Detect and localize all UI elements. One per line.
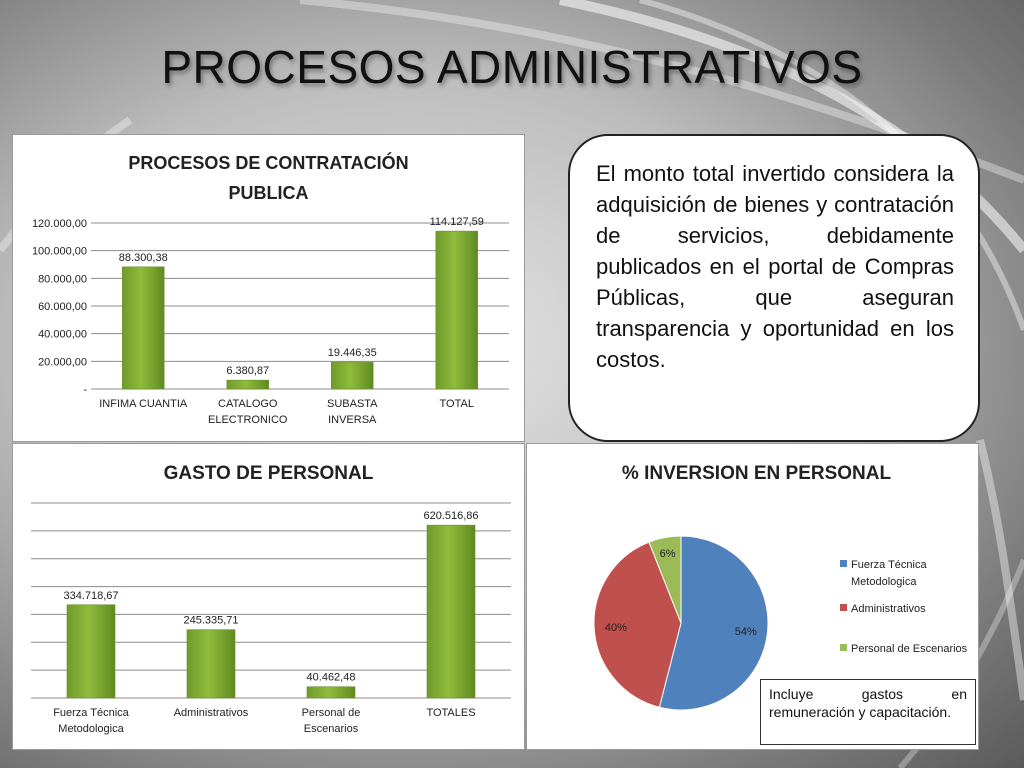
contratacion-data-label: 19.446,35 — [327, 347, 377, 360]
contratacion-ytick-label: 120.000,00 — [31, 218, 87, 230]
contratacion-ytick-label: 60.000,00 — [38, 301, 87, 313]
note-text: Incluye gastos en remuneración y capacitación. — [760, 679, 976, 745]
legend-label: Metodologica — [851, 576, 917, 588]
gasto-category-label: Escenarios — [303, 723, 359, 735]
slide-title: PROCESOS ADMINISTRATIVOS — [161, 41, 863, 93]
contratacion-bar — [122, 267, 164, 389]
contratacion-data-label: 114.127,59 — [429, 216, 484, 229]
gasto-data-label: 40.462,48 — [306, 671, 356, 684]
gasto-data-label: 245.335,71 — [183, 614, 239, 627]
contratacion-category-label: CATALOGO — [218, 398, 278, 410]
gasto-data-label: 620.516,86 — [423, 510, 479, 523]
contratacion-data-label: 88.300,38 — [118, 251, 168, 264]
contratacion-title-line: PUBLICA — [228, 183, 309, 203]
gasto-category-label: Administrativos — [173, 707, 249, 719]
contratacion-data-label: 6.380,87 — [226, 365, 270, 378]
contratacion-ytick-label: 100.000,00 — [31, 245, 87, 258]
gasto-category-label: Metodologica — [58, 723, 124, 735]
contratacion-category-label: TOTAL — [439, 398, 474, 410]
contratacion-bar — [227, 380, 269, 389]
contratacion-title-line: PROCESOS DE CONTRATACIÓN — [128, 153, 409, 173]
contratacion-category-label: INVERSA — [328, 414, 377, 426]
legend-label: Personal de Escenarios — [851, 643, 968, 655]
pie-data-label: 54% — [734, 626, 757, 639]
legend-label: Administrativos — [851, 603, 926, 615]
gasto-category-label: TOTALES — [426, 707, 476, 719]
gasto-data-label: 334.718,67 — [63, 589, 119, 602]
pie-data-label: 40% — [604, 622, 627, 635]
callout-text: El monto total invertido considera la adquisición de bienes y contratación de servicios, debidamente publicados en el portal de Compras Públicas, que aseguran transparencia y oportunidad en los costos. — [568, 134, 980, 442]
gasto-category-label: Personal de — [301, 707, 361, 719]
contratacion-ytick-label: - — [83, 384, 87, 396]
contratacion-ytick-label: 20.000,00 — [38, 356, 87, 369]
chart-contratacion-panel — [12, 134, 525, 442]
legend-swatch — [840, 560, 847, 567]
gasto-bar — [427, 525, 475, 698]
gasto-bar — [307, 687, 355, 698]
pie-data-label: 6% — [659, 547, 676, 560]
legend-swatch — [840, 604, 847, 611]
contratacion-bar — [436, 231, 478, 389]
inversion-title-line: % INVERSION EN PERSONAL — [621, 463, 892, 484]
contratacion-ytick-label: 80.000,00 — [38, 273, 87, 286]
legend-swatch — [840, 644, 847, 651]
contratacion-category-label: SUBASTA — [326, 398, 378, 410]
gasto-bar — [187, 630, 235, 698]
contratacion-category-label: INFIMA CUANTIA — [99, 398, 188, 410]
gasto-category-label: Fuerza Técnica — [53, 707, 129, 719]
legend-label: Fuerza Técnica — [851, 559, 927, 571]
gasto-bar — [67, 605, 115, 698]
chart-gasto-panel — [12, 443, 525, 750]
contratacion-ytick-label: 40.000,00 — [38, 328, 87, 341]
gasto-title-line: GASTO DE PERSONAL — [163, 463, 374, 484]
contratacion-category-label: ELECTRONICO — [208, 414, 288, 426]
chart-gasto-personal — [13, 444, 524, 749]
contratacion-bar — [331, 362, 373, 389]
chart-contratacion — [13, 135, 524, 441]
